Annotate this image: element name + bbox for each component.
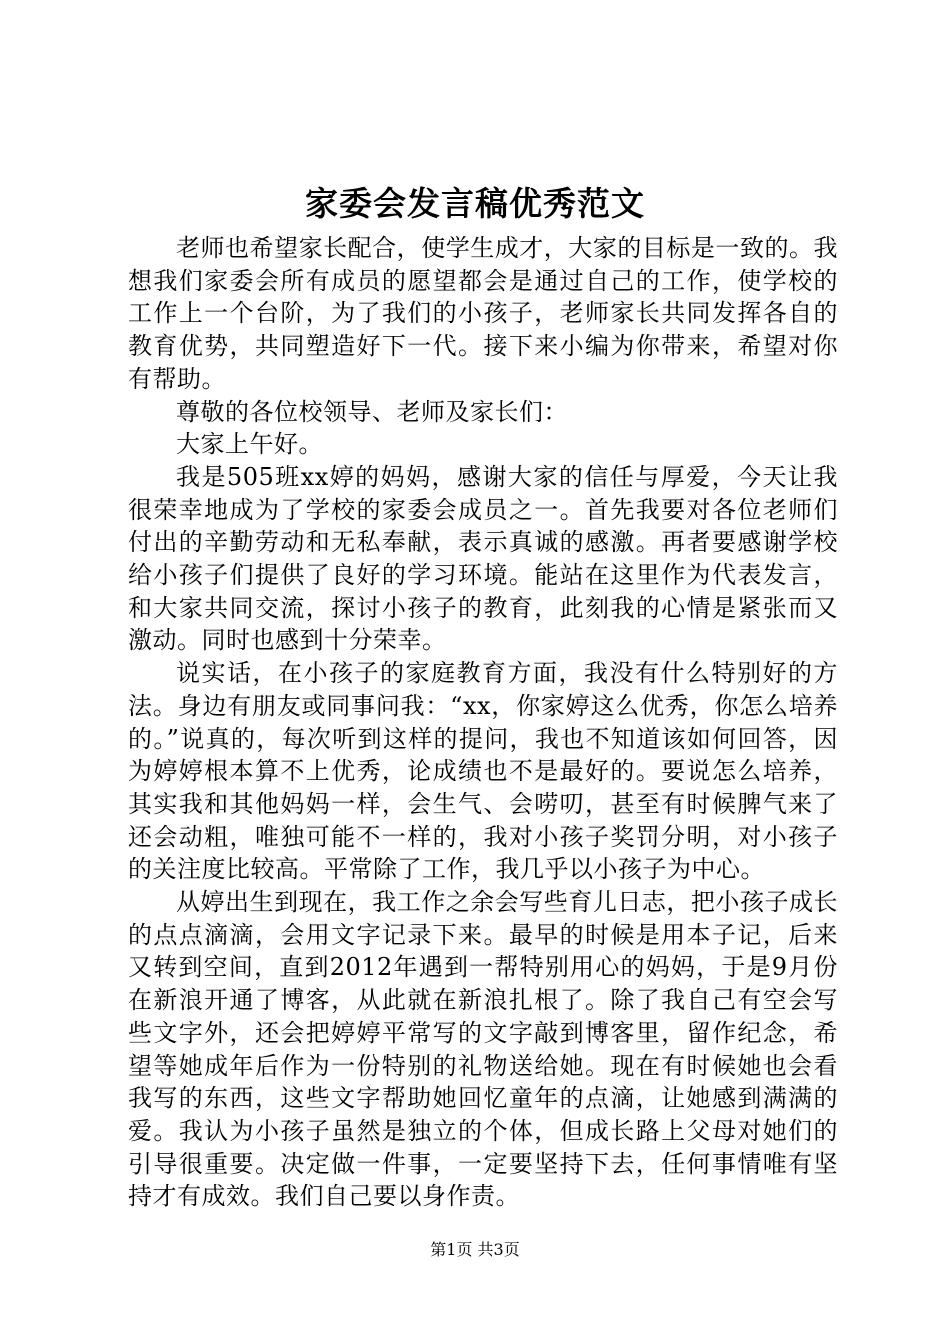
paragraph-self-introduction: 我是505班xx婷的妈妈，感谢大家的信任与厚爱，今天让我很荣幸地成为了学校的家委会成员之一。首先我要对各位老师们付出的辛勤劳动和无私奉献，表示真诚的感激。再者要感谢学校给小孩子们提供了良好的学习环境。能站在这里作为代表发言，和大家共同交流，探讨小孩子的教育，此刻我的心情是紧张而又激动。同时也感到十分荣幸。 [128,462,838,655]
paragraph-intro: 老师也希望家长配合，使学生成才，大家的目标是一致的。我想我们家委会所有成员的愿望都会是通过自己的工作，使学校的工作上一个台阶，为了我们的小孩子，老师家长共同发挥各自的教育优势，共同塑造好下一代。接下来小编为你带来，希望对你有帮助。 [128,234,838,393]
document-body [128,232,838,1213]
paragraph-greeting: 大家上午好。 [176,430,323,459]
document-title: 家委会发言稿优秀范文 [305,184,645,223]
paragraph-salutation: 尊敬的各位校领导、老师及家长们： [176,397,568,426]
paragraph-parenting-journal: 从婷出生到现在，我工作之余会写些育儿日志，把小孩子成长的点点滴滴，会用文字记录下来。最早的时候是用本子记，后来又转到空间，直到2012年遇到一帮特别用心的妈妈，于是9月份在新浪开通了博客，从此就在新浪扎根了。除了我自己有空会写些文字外，还会把婷婷平常写的文字敲到博客里，留作纪念，希望等她成年后作为一份特别的礼物送给她。现在有时候她也会看我写的东西，这些文字帮助她回忆童年的点滴，让她感到满满的爱。我认为小孩子虽然是独立的个体，但成长路上父母对她们的引导很重要。决定做一件事，一定要坚持下去，任何事情唯有坚持才有成效。我们自己要以身作责。 [128,888,838,1211]
paragraph-family-education: 说实话，在小孩子的家庭教育方面，我没有什么特别好的方法。身边有朋友或同事问我：“xx，你家婷这么优秀，你怎么培养的。”说真的，每次听到这样的提问，我也不知道该如何回答，因为婷婷根本算不上优秀，论成绩也不是最好的。要说怎么培养，其实我和其他妈妈一样，会生气、会唠叨，甚至有时候脾气来了还会动粗，唯独可能不一样的，我对小孩子奖罚分明，对小孩子的关注度比较高。平常除了工作，我几乎以小孩子为中心。 [128,659,838,884]
page-number-footer: 第1页 共3页 [430,1240,520,1259]
